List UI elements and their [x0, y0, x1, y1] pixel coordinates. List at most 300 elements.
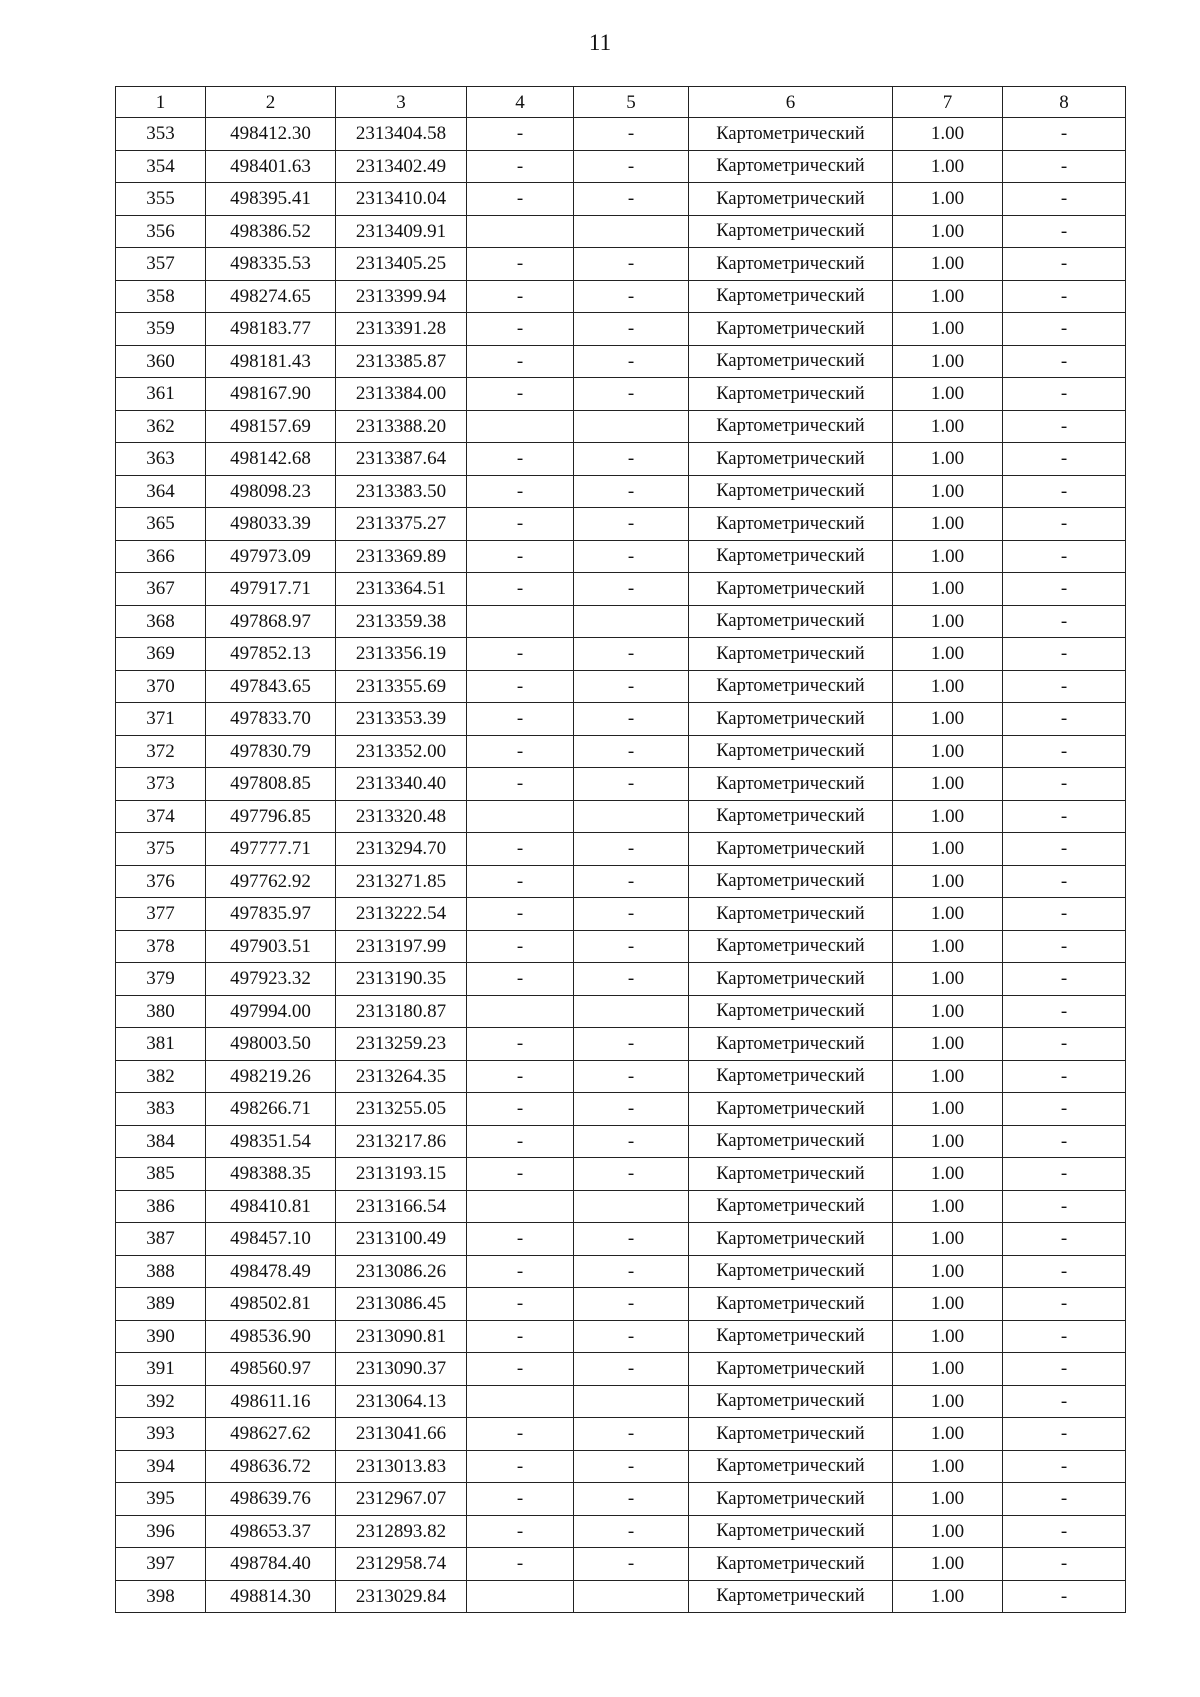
table-cell: -: [1003, 1190, 1126, 1223]
table-cell: -: [1003, 1450, 1126, 1483]
table-cell: -: [467, 865, 574, 898]
table-cell: 2313259.23: [336, 1028, 467, 1061]
table-cell: 497830.79: [206, 735, 336, 768]
table-row: [116, 898, 1126, 931]
table-cell: 497973.09: [206, 540, 336, 573]
table-cell: 396: [116, 1515, 206, 1548]
table-cell: 2313355.69: [336, 670, 467, 703]
table-row: [116, 443, 1126, 476]
table-cell: 1.00: [893, 280, 1003, 313]
table-row: [116, 378, 1126, 411]
table-row: [116, 995, 1126, 1028]
table-cell: -: [467, 1450, 574, 1483]
table-cell: 354: [116, 150, 206, 183]
table-cell: -: [467, 1320, 574, 1353]
table-cell: -: [574, 1223, 689, 1256]
column-header: 8: [1003, 87, 1126, 118]
table-cell: -: [467, 443, 574, 476]
table-cell: 497833.70: [206, 703, 336, 736]
table-cell: -: [1003, 1418, 1126, 1451]
table-cell: -: [1003, 1580, 1126, 1613]
table-cell: -: [1003, 1125, 1126, 1158]
table-cell: -: [574, 1288, 689, 1321]
table-cell: 498183.77: [206, 313, 336, 346]
table-cell: -: [1003, 475, 1126, 508]
table-cell: Картометрический: [689, 670, 893, 703]
table-cell: Картометрический: [689, 248, 893, 281]
table-cell: 390: [116, 1320, 206, 1353]
table-cell: -: [1003, 215, 1126, 248]
table-cell: 497923.32: [206, 963, 336, 996]
table-cell: 2313090.81: [336, 1320, 467, 1353]
table-cell: Картометрический: [689, 1450, 893, 1483]
table-cell: 1.00: [893, 1190, 1003, 1223]
table-cell: 369: [116, 638, 206, 671]
table-cell: -: [1003, 1548, 1126, 1581]
table-cell: -: [574, 963, 689, 996]
table-cell: -: [574, 735, 689, 768]
table-cell: [574, 1190, 689, 1223]
table-cell: 1.00: [893, 865, 1003, 898]
table-cell: 2313399.94: [336, 280, 467, 313]
table-cell: [574, 995, 689, 1028]
table-cell: -: [1003, 768, 1126, 801]
table-cell: -: [1003, 508, 1126, 541]
column-header: 1: [116, 87, 206, 118]
table-cell: 2313166.54: [336, 1190, 467, 1223]
table-cell: 1.00: [893, 1093, 1003, 1126]
table-cell: -: [574, 703, 689, 736]
table-cell: 2313100.49: [336, 1223, 467, 1256]
table-cell: 389: [116, 1288, 206, 1321]
table-cell: -: [1003, 443, 1126, 476]
table-cell: 397: [116, 1548, 206, 1581]
column-header: 3: [336, 87, 467, 118]
table-cell: 1.00: [893, 930, 1003, 963]
table-cell: 2313217.86: [336, 1125, 467, 1158]
table-cell: 497852.13: [206, 638, 336, 671]
table-cell: -: [574, 1255, 689, 1288]
table-cell: Картометрический: [689, 345, 893, 378]
table-cell: 1.00: [893, 248, 1003, 281]
table-cell: -: [467, 345, 574, 378]
table-cell: 1.00: [893, 768, 1003, 801]
table-cell: -: [574, 1158, 689, 1191]
table-cell: 2313320.48: [336, 800, 467, 833]
table-cell: 2313375.27: [336, 508, 467, 541]
table-cell: 2313180.87: [336, 995, 467, 1028]
table-cell: 367: [116, 573, 206, 606]
table-cell: Картометрический: [689, 1223, 893, 1256]
table-cell: 1.00: [893, 1125, 1003, 1158]
table-cell: [574, 1580, 689, 1613]
table-cell: -: [1003, 1028, 1126, 1061]
table-cell: -: [574, 670, 689, 703]
table-cell: 384: [116, 1125, 206, 1158]
table-cell: 497796.85: [206, 800, 336, 833]
table-cell: Картометрический: [689, 865, 893, 898]
table-cell: 1.00: [893, 540, 1003, 573]
table-cell: [467, 605, 574, 638]
table-cell: [574, 605, 689, 638]
table-row: [116, 638, 1126, 671]
table-cell: 1.00: [893, 1515, 1003, 1548]
table-row: [116, 215, 1126, 248]
table-cell: 381: [116, 1028, 206, 1061]
table-cell: Картометрический: [689, 1190, 893, 1223]
table-cell: Картометрический: [689, 443, 893, 476]
table-cell: 386: [116, 1190, 206, 1223]
table-row: [116, 475, 1126, 508]
table-cell: 497835.97: [206, 898, 336, 931]
table-cell: 1.00: [893, 605, 1003, 638]
table-row: [116, 1158, 1126, 1191]
table-row: [116, 313, 1126, 346]
table-row: [116, 1353, 1126, 1386]
table-cell: 497762.92: [206, 865, 336, 898]
table-cell: 2313294.70: [336, 833, 467, 866]
table-cell: 1.00: [893, 1028, 1003, 1061]
table-cell: [574, 800, 689, 833]
table-cell: -: [574, 865, 689, 898]
table-cell: -: [1003, 1060, 1126, 1093]
table-cell: 498219.26: [206, 1060, 336, 1093]
table-cell: 1.00: [893, 475, 1003, 508]
table-row: [116, 1060, 1126, 1093]
table-row: [116, 1028, 1126, 1061]
table-cell: 498410.81: [206, 1190, 336, 1223]
table-row: [116, 248, 1126, 281]
table-cell: -: [467, 1125, 574, 1158]
table-cell: 2313190.35: [336, 963, 467, 996]
table-header-row: [116, 87, 1126, 118]
table-cell: -: [1003, 378, 1126, 411]
table-cell: -: [467, 150, 574, 183]
table-cell: Картометрический: [689, 735, 893, 768]
table-cell: 2313222.54: [336, 898, 467, 931]
table-cell: -: [1003, 735, 1126, 768]
table-cell: 2312893.82: [336, 1515, 467, 1548]
table-row: [116, 670, 1126, 703]
table-cell: -: [467, 670, 574, 703]
table-cell: 498395.41: [206, 183, 336, 216]
table-cell: 498412.30: [206, 118, 336, 151]
table-row: [116, 1190, 1126, 1223]
table-cell: 498401.63: [206, 150, 336, 183]
table-cell: 1.00: [893, 1385, 1003, 1418]
table-cell: -: [467, 508, 574, 541]
table-cell: Картометрический: [689, 1515, 893, 1548]
table-cell: -: [1003, 1288, 1126, 1321]
table-cell: -: [467, 703, 574, 736]
table-cell: -: [574, 768, 689, 801]
table-cell: -: [467, 183, 574, 216]
column-header: 7: [893, 87, 1003, 118]
table-cell: -: [1003, 865, 1126, 898]
table-cell: 2313264.35: [336, 1060, 467, 1093]
table-cell: -: [467, 573, 574, 606]
table-cell: [467, 1580, 574, 1613]
table-cell: Картометрический: [689, 1255, 893, 1288]
table-cell: 2313255.05: [336, 1093, 467, 1126]
table-cell: 2313086.26: [336, 1255, 467, 1288]
table-cell: 498181.43: [206, 345, 336, 378]
table-cell: 1.00: [893, 1418, 1003, 1451]
table-cell: -: [1003, 1483, 1126, 1516]
table-cell: 2313387.64: [336, 443, 467, 476]
table-row: [116, 963, 1126, 996]
table-cell: 357: [116, 248, 206, 281]
table-cell: 1.00: [893, 1450, 1003, 1483]
table-row: [116, 703, 1126, 736]
table-row: [116, 800, 1126, 833]
table-cell: -: [467, 118, 574, 151]
table-cell: 1.00: [893, 118, 1003, 151]
table-cell: -: [1003, 183, 1126, 216]
table-cell: 353: [116, 118, 206, 151]
table-cell: 375: [116, 833, 206, 866]
table-cell: -: [467, 313, 574, 346]
table-cell: 362: [116, 410, 206, 443]
table-cell: 1.00: [893, 638, 1003, 671]
table-cell: 1.00: [893, 378, 1003, 411]
table-cell: 371: [116, 703, 206, 736]
table-cell: 2313388.20: [336, 410, 467, 443]
table-row: [116, 1125, 1126, 1158]
table-cell: Картометрический: [689, 475, 893, 508]
table-cell: 498274.65: [206, 280, 336, 313]
table-cell: -: [574, 1125, 689, 1158]
table-cell: -: [467, 1028, 574, 1061]
table-cell: Картометрический: [689, 605, 893, 638]
table-cell: 385: [116, 1158, 206, 1191]
table-cell: 498266.71: [206, 1093, 336, 1126]
table-cell: 498351.54: [206, 1125, 336, 1158]
table-cell: 2313013.83: [336, 1450, 467, 1483]
table-cell: -: [467, 280, 574, 313]
table-cell: 2312958.74: [336, 1548, 467, 1581]
table-cell: 365: [116, 508, 206, 541]
table-cell: -: [1003, 248, 1126, 281]
table-cell: 1.00: [893, 1580, 1003, 1613]
table-cell: 355: [116, 183, 206, 216]
table-cell: 358: [116, 280, 206, 313]
table-cell: 1.00: [893, 345, 1003, 378]
table-cell: Картометрический: [689, 1580, 893, 1613]
table-row: [116, 735, 1126, 768]
table-cell: -: [1003, 898, 1126, 931]
table-cell: 2313385.87: [336, 345, 467, 378]
table-cell: -: [574, 540, 689, 573]
table-cell: 498335.53: [206, 248, 336, 281]
table-cell: 497843.65: [206, 670, 336, 703]
table-cell: Картометрический: [689, 995, 893, 1028]
table-cell: Картометрический: [689, 1548, 893, 1581]
table-cell: 398: [116, 1580, 206, 1613]
table-cell: -: [1003, 638, 1126, 671]
table-cell: 498627.62: [206, 1418, 336, 1451]
table-cell: Картометрический: [689, 768, 893, 801]
table-cell: 497994.00: [206, 995, 336, 1028]
table-row: [116, 410, 1126, 443]
table-cell: Картометрический: [689, 1060, 893, 1093]
table-cell: -: [467, 1288, 574, 1321]
table-cell: 2313384.00: [336, 378, 467, 411]
table-cell: Картометрический: [689, 1125, 893, 1158]
table-cell: 1.00: [893, 963, 1003, 996]
table-cell: -: [467, 768, 574, 801]
table-cell: -: [574, 443, 689, 476]
table-cell: Картометрический: [689, 573, 893, 606]
table-cell: -: [574, 1450, 689, 1483]
table-cell: -: [467, 475, 574, 508]
table-row: [116, 768, 1126, 801]
coordinates-table: [115, 86, 1126, 1613]
table-cell: 378: [116, 930, 206, 963]
table-row: [116, 540, 1126, 573]
column-header: 5: [574, 87, 689, 118]
table-cell: 366: [116, 540, 206, 573]
table-row: [116, 1385, 1126, 1418]
table-cell: -: [574, 1093, 689, 1126]
table-cell: 1.00: [893, 1158, 1003, 1191]
table-cell: 2313383.50: [336, 475, 467, 508]
table-cell: -: [1003, 118, 1126, 151]
table-row: [116, 833, 1126, 866]
table-cell: 1.00: [893, 573, 1003, 606]
table-cell: [467, 215, 574, 248]
table-cell: 363: [116, 443, 206, 476]
table-row: [116, 150, 1126, 183]
table-cell: -: [574, 1060, 689, 1093]
table-cell: 498033.39: [206, 508, 336, 541]
column-header: 2: [206, 87, 336, 118]
table-cell: Картометрический: [689, 1483, 893, 1516]
table-cell: 498167.90: [206, 378, 336, 411]
table-cell: 395: [116, 1483, 206, 1516]
table-cell: 497808.85: [206, 768, 336, 801]
table-row: [116, 865, 1126, 898]
table-cell: 498536.90: [206, 1320, 336, 1353]
table-cell: 1.00: [893, 313, 1003, 346]
table-cell: 498560.97: [206, 1353, 336, 1386]
table-cell: 2313404.58: [336, 118, 467, 151]
table-row: [116, 1255, 1126, 1288]
table-cell: 377: [116, 898, 206, 931]
table-cell: Картометрический: [689, 378, 893, 411]
table-cell: -: [574, 573, 689, 606]
table-row: [116, 930, 1126, 963]
table-row: [116, 1288, 1126, 1321]
table-cell: 2313391.28: [336, 313, 467, 346]
column-header: 4: [467, 87, 574, 118]
table-cell: -: [1003, 1158, 1126, 1191]
table-cell: 1.00: [893, 670, 1003, 703]
table-cell: 2313041.66: [336, 1418, 467, 1451]
column-header: 6: [689, 87, 893, 118]
table-cell: 1.00: [893, 1320, 1003, 1353]
table-cell: -: [1003, 833, 1126, 866]
table-cell: -: [1003, 540, 1126, 573]
table-cell: -: [574, 183, 689, 216]
table-cell: -: [574, 150, 689, 183]
table-cell: Картометрический: [689, 638, 893, 671]
table-cell: 379: [116, 963, 206, 996]
table-cell: Картометрический: [689, 1288, 893, 1321]
table-cell: -: [574, 930, 689, 963]
table-cell: 373: [116, 768, 206, 801]
table-cell: -: [574, 118, 689, 151]
table-cell: [467, 410, 574, 443]
table-cell: -: [1003, 605, 1126, 638]
table-cell: Картометрический: [689, 540, 893, 573]
table-cell: 2313356.19: [336, 638, 467, 671]
table-cell: 498478.49: [206, 1255, 336, 1288]
table-cell: -: [1003, 1385, 1126, 1418]
table-cell: -: [574, 1028, 689, 1061]
table-cell: -: [574, 313, 689, 346]
table-cell: -: [1003, 1223, 1126, 1256]
table-cell: Картометрический: [689, 703, 893, 736]
table-cell: -: [574, 378, 689, 411]
table-cell: 2313409.91: [336, 215, 467, 248]
table-cell: -: [574, 638, 689, 671]
table-cell: -: [467, 833, 574, 866]
table-cell: -: [1003, 345, 1126, 378]
table-cell: -: [1003, 930, 1126, 963]
table-cell: Картометрический: [689, 508, 893, 541]
table-row: [116, 1548, 1126, 1581]
table-cell: -: [1003, 573, 1126, 606]
table-cell: [574, 410, 689, 443]
table-row: [116, 1320, 1126, 1353]
page-number: 11: [588, 30, 612, 55]
table-cell: 1.00: [893, 898, 1003, 931]
table-cell: -: [1003, 703, 1126, 736]
table-cell: 2313086.45: [336, 1288, 467, 1321]
table-cell: 361: [116, 378, 206, 411]
table-cell: 1.00: [893, 1483, 1003, 1516]
table-row: [116, 573, 1126, 606]
table-cell: -: [467, 1353, 574, 1386]
table-cell: -: [574, 1353, 689, 1386]
table-cell: -: [467, 1548, 574, 1581]
table-cell: -: [574, 345, 689, 378]
table-cell: Картометрический: [689, 313, 893, 346]
table-cell: -: [1003, 670, 1126, 703]
table-cell: -: [467, 1158, 574, 1191]
table-cell: -: [1003, 1515, 1126, 1548]
table-cell: 497777.71: [206, 833, 336, 866]
coordinates-table-wrapper: [115, 86, 1126, 1613]
table-cell: 387: [116, 1223, 206, 1256]
table-cell: 388: [116, 1255, 206, 1288]
table-cell: 498003.50: [206, 1028, 336, 1061]
table-cell: 497917.71: [206, 573, 336, 606]
table-cell: -: [574, 1548, 689, 1581]
table-cell: 498157.69: [206, 410, 336, 443]
table-cell: 2313340.40: [336, 768, 467, 801]
table-row: [116, 280, 1126, 313]
table-cell: -: [574, 1515, 689, 1548]
table-cell: Картометрический: [689, 1158, 893, 1191]
table-cell: -: [467, 1515, 574, 1548]
table-cell: 2313064.13: [336, 1385, 467, 1418]
table-cell: -: [574, 280, 689, 313]
table-cell: -: [467, 1483, 574, 1516]
table-row: [116, 345, 1126, 378]
table-cell: -: [574, 248, 689, 281]
